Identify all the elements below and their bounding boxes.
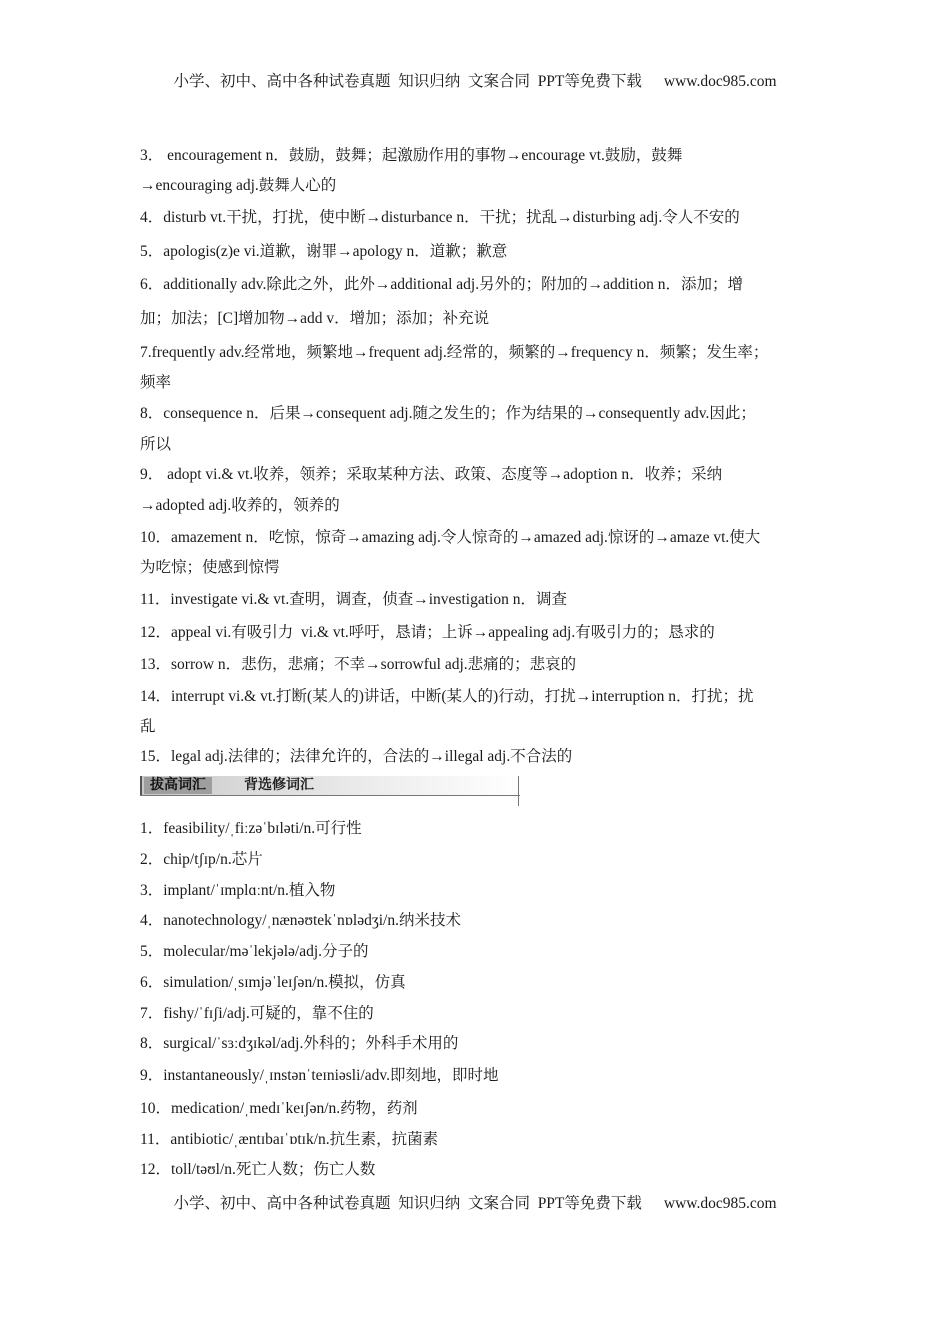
- list-item: 12．toll/təʊl/n.死亡人数；伤亡人数: [140, 1161, 376, 1178]
- list-item: 8．surgical/ˈsɜːdʒɪkəl/adj.外科的；外科手术用的: [140, 1035, 459, 1052]
- list-item: 1．feasibility/ˌfiːzəˈbɪləti/n.可行性: [140, 820, 362, 837]
- list-item: 4．nanotechnology/ˌnænəʊtekˈnɒlədʒi/n.纳米技术: [140, 912, 461, 929]
- list-item: 4．disturb vt.干扰，打扰，使中断→disturbance n．干扰；扰乱→disturbing adj.令人不安的: [140, 209, 740, 226]
- list-item: 所以: [140, 436, 172, 453]
- list-item: →encouraging adj.鼓舞人心的: [140, 177, 337, 194]
- list-item: 3．implant/ˈɪmplɑːnt/n.植入物: [140, 882, 336, 899]
- list-item: 5．molecular/məˈlekjələ/adj.分子的: [140, 943, 369, 960]
- banner-rule: [140, 795, 520, 796]
- list-item: 12．appeal vi.有吸引力 vi.& vt.呼吁，恳请；上诉→appealing adj.有吸引力的；恳求的: [140, 624, 715, 641]
- banner-tag: 拔高词汇: [144, 777, 212, 794]
- list-item: 6．simulation/ˌsɪmjəˈleɪʃən/n.模拟，仿真: [140, 974, 406, 991]
- list-item: 11．investigate vi.& vt.查明，调查，侦查→investigation n．调查: [140, 591, 567, 608]
- list-item: 11．antibiotic/ˌæntɪbaɪˈɒtɪk/n.抗生素，抗菌素: [140, 1131, 439, 1148]
- list-item: 2．chip/tʃɪp/n.芯片: [140, 851, 263, 868]
- list-item: 加；加法；[C]增加物→add v．增加；添加；补充说: [140, 310, 490, 327]
- list-item: 14．interrupt vi.& vt.打断(某人的)讲话，中断(某人的)行动，打扰→interruption n．打扰；扰: [140, 688, 754, 705]
- footer-site: www.doc985.com: [663, 1195, 777, 1212]
- header-text: 小学、初中、高中各种试卷真题 知识归纳 文案合同 PPT等免费下载: [173, 73, 642, 90]
- list-item: 8．consequence n．后果→consequent adj.随之发生的；作为结果的→consequently adv.因此；: [140, 405, 756, 422]
- banner-divider: [518, 776, 519, 806]
- list-item: 5．apologis(z)e vi.道歉，谢罪→apology n．道歉；歉意: [140, 243, 508, 260]
- list-item: 10．amazement n．吃惊，惊奇→amazing adj.令人惊奇的→amazed adj.惊讶的→amaze vt.使大: [140, 529, 761, 546]
- list-item: 乱: [140, 718, 156, 735]
- list-item: 7．fishy/ˈfɪʃi/adj.可疑的，靠不住的: [140, 1005, 374, 1022]
- banner-subtitle: 背选修词汇: [244, 777, 314, 793]
- page-header: [0, 69, 950, 91]
- list-item: →adopted adj.收养的，领养的: [140, 497, 340, 514]
- list-item: 15．legal adj.法律的；法律允许的，合法的→illegal adj.不合法的: [140, 748, 573, 765]
- list-item: 10．medication/ˌmedɪˈkeɪʃən/n.药物，药剂: [140, 1100, 418, 1117]
- list-item: 13．sorrow n．悲伤，悲痛；不幸→sorrowful adj.悲痛的；悲哀的: [140, 656, 577, 673]
- list-item: 7.frequently adv.经常地，频繁地→frequent adj.经常的，频繁的→frequency n．频繁；发生率；: [140, 344, 769, 361]
- list-item: 频率: [140, 374, 172, 391]
- list-item: 3． encouragement n．鼓励，鼓舞；起激励作用的事物→encourage vt.鼓励，鼓舞: [140, 147, 683, 164]
- header-site: www.doc985.com: [663, 73, 777, 90]
- list-item: 6．additionally adv.除此之外，此外→additional adj.另外的；附加的→addition n．添加；增: [140, 276, 744, 293]
- list-item: 为吃惊；使感到惊愕: [140, 559, 280, 576]
- page-footer: [0, 1191, 950, 1213]
- footer-text: 小学、初中、高中各种试卷真题 知识归纳 文案合同 PPT等免费下载: [173, 1195, 642, 1212]
- section-banner: [140, 776, 520, 806]
- list-item: 9． adopt vi.& vt.收养，领养；采取某种方法、政策、态度等→adoption n．收养；采纳: [140, 466, 723, 483]
- list-item: 9．instantaneously/ˌɪnstənˈteɪniəsli/adv.即刻地，即时地: [140, 1067, 499, 1084]
